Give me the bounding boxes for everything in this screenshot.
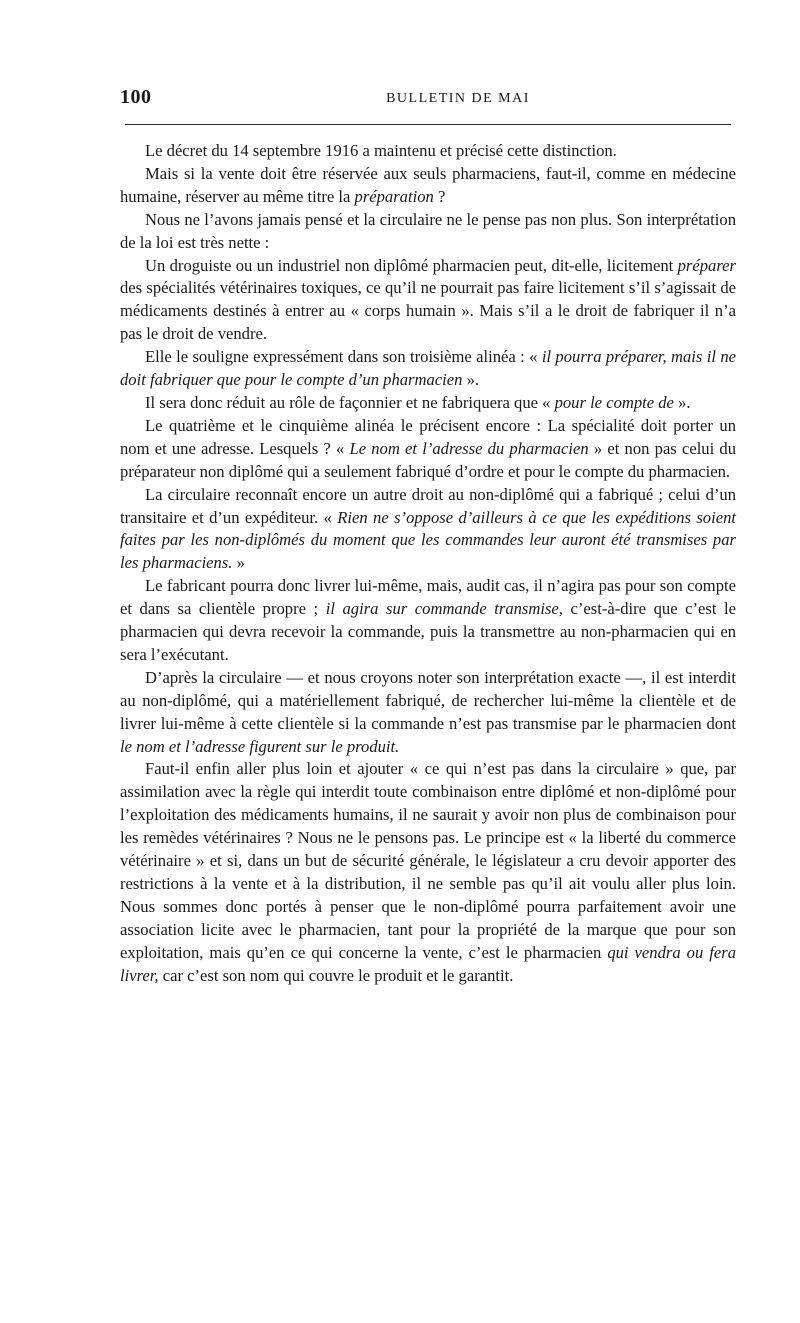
paragraph <box>120 575 736 667</box>
italic-text-run: pour le compte de <box>554 392 674 412</box>
text-run: Nous ne l’avons jamais pensé et la circulaire ne le pense pas non plus. Son interprétation de la loi est très nette : <box>120 209 736 252</box>
italic-text-run: il agira sur commande transmise, <box>325 599 563 619</box>
text-run: Le fabricant pourra donc livrer lui-même, mais, audit cas, il n’agira pas pour son compte et dans sa clientèle propre ; <box>120 576 736 619</box>
text-run: » <box>232 553 245 573</box>
paragraph <box>120 415 736 484</box>
text-run: ». <box>462 370 480 390</box>
paragraph <box>120 667 736 759</box>
header-rule <box>125 124 731 125</box>
italic-text-run: Rien ne s’oppose d’ailleurs à ce que les expéditions soient faites par les non-diplômés du moment que les commandes leur auront été transmises par les pharmaciens. <box>120 507 736 573</box>
page-number: 100 <box>120 86 152 108</box>
text-run: c’est-à-dire que c’est le pharmacien qui devra recevoir la commande, puis la transmettre au non-pharmacien qui en sera l’exécutant. <box>120 599 736 664</box>
paragraph <box>120 163 736 209</box>
paragraph <box>120 255 736 347</box>
page-header <box>120 86 736 116</box>
text-run: Faut-il enfin aller plus loin et ajouter « ce qui n’est pas dans la circulaire » que, par assimilation avec la règle qui interdit toute combinaison entre diplômé et non-diplômé pour l’exploitation des médicaments humains, il ne saurait y avoir non plus de combinaison pour les remèdes vétérinaires ? Nous ne le pensons pas. Le principe est « la liberté du commerce vétérinaire » et si, dans un but de sécurité générale, le législateur a cru devoir apporter des restrictions à la vente et à la distribution, il ne semble pas qu’il ait voulu aller plus loin. Nous sommes donc portés à penser que le non-diplômé pourra parfaitement avoir une association licite avec le pharmacien, tant pour la propriété de la marque que pour son exploitation, mais qu’en ce qui concerne la vente, c’est le pharmacien <box>120 759 736 962</box>
paragraph <box>120 209 736 255</box>
italic-text-run: il pourra préparer, mais il ne doit fabriquer que pour le compte d’un pharmacien <box>120 347 736 390</box>
italic-text-run: préparation <box>354 186 434 206</box>
body-text <box>120 140 736 988</box>
text-run: Un droguiste ou un industriel non diplômé pharmacien peut, dit-elle, licitement <box>145 255 678 275</box>
running-title: BULLETIN DE MAI <box>386 91 530 106</box>
text-run: car c’est son nom qui couvre le produit et le garantit. <box>158 965 514 985</box>
text-run: Le quatrième et le cinquième alinéa le précisent encore : La spécialité doit porter un nom et une adresse. Lesquels ? « <box>120 415 736 458</box>
text-run: ». <box>673 392 691 412</box>
paragraph <box>120 140 736 163</box>
text-run: » et non pas celui du préparateur non diplômé qui a seulement fabriqué d’ordre et pour le compte du pharmacien. <box>120 438 737 481</box>
text-run: ? <box>433 186 446 206</box>
italic-text-run: le nom et l’adresse figurent sur le produit. <box>120 736 400 756</box>
paragraph <box>120 758 736 987</box>
italic-text-run: Le nom et l’adresse du pharmacien <box>349 438 589 458</box>
paragraph <box>120 484 736 576</box>
text-run: Le décret du 14 septembre 1916 a maintenu et précisé cette distinction. <box>145 141 617 160</box>
italic-text-run: qui vendra ou fera livrer, <box>120 942 736 985</box>
text-run: des spécialités vétérinaires toxiques, ce qu’il ne pourrait pas faire licitement s’il s’agissait de médicaments destinés à entrer au « corps humain ». Mais s’il a le droit de fabriquer il n’a pas le droit de vendre. <box>120 278 736 344</box>
paragraph <box>120 392 736 415</box>
text-run: Elle le souligne expressément dans son troisième alinéa : « <box>145 347 542 367</box>
paragraph <box>120 346 736 392</box>
text-run: Il sera donc réduit au rôle de façonnier et ne fabriquera que « <box>145 392 555 412</box>
text-run: Mais si la vente doit être réservée aux seuls pharmaciens, faut-il, comme en médecine humaine, réserver au même titre la <box>120 163 736 206</box>
italic-text-run: préparer <box>677 255 736 275</box>
text-run: D’après la circulaire — et nous croyons noter son interprétation exacte —, il est interdit au non-diplômé, qui a matériellement fabriqué, de rechercher lui-même la clientèle et de livrer lui-même à cette clientèle si la commande n’est pas transmise par le pharmacien dont <box>120 667 736 733</box>
text-run: La circulaire reconnaît encore un autre droit au non-diplômé qui a fabriqué ; celui d’un transitaire et d’un expéditeur. « <box>120 484 736 527</box>
